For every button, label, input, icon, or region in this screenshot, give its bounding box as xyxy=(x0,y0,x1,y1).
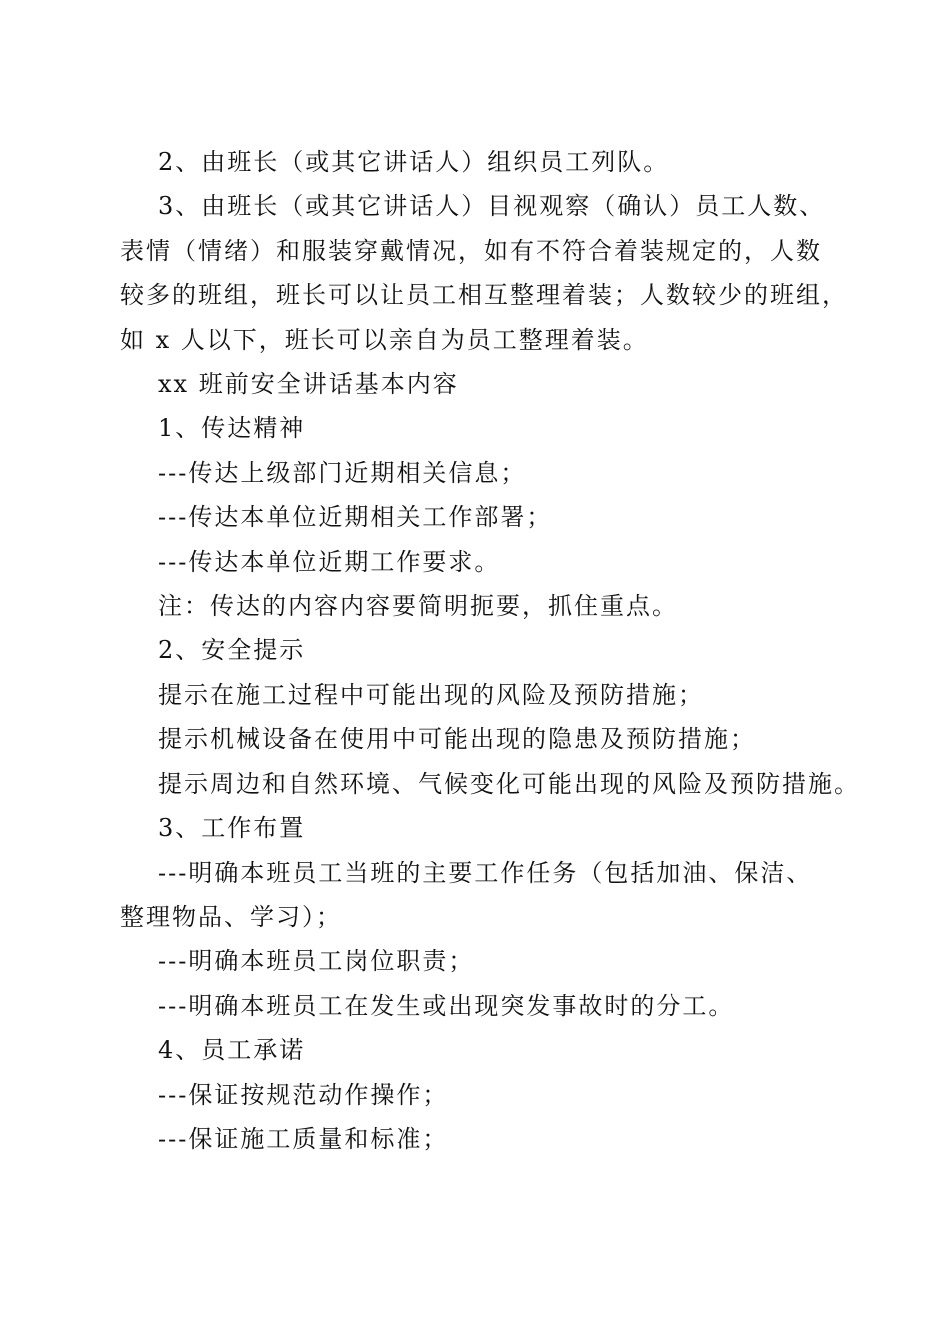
paragraph-line-up: 2、由班长（或其它讲话人）组织员工列队。 xyxy=(158,148,670,176)
item-heading-3: 3、工作布置 xyxy=(158,814,306,843)
note-line: 注：传达的内容内容要简明扼要，抓住重点。 xyxy=(158,592,678,621)
item-heading-4: 4、员工承诺 xyxy=(158,1036,306,1065)
list-item: ---传达上级部门近期相关信息； xyxy=(158,458,527,487)
list-item: 提示周边和自然环境、气候变化可能出现的风险及预防措施。 xyxy=(158,769,860,798)
document-body xyxy=(120,140,860,1161)
list-item: ---明确本班员工在发生或出现突发事故时的分工。 xyxy=(158,991,735,1020)
item-heading-1: 1、传达精神 xyxy=(158,414,306,443)
list-item: ---传达本单位近期相关工作部署； xyxy=(158,503,553,532)
list-item: ---明确本班员工岗位职责； xyxy=(158,947,475,976)
section-heading: xx 班前安全讲话基本内容 xyxy=(158,370,459,399)
list-item: 提示机械设备在使用中可能出现的隐患及预防措施； xyxy=(158,725,756,754)
list-item: ---传达本单位近期工作要求。 xyxy=(158,547,501,576)
paragraph-inspection-line-3: 较多的班组，班长可以让员工相互整理着装；人数较少的班组， xyxy=(120,281,848,310)
item-heading-2: 2、安全提示 xyxy=(158,636,306,665)
paragraph-inspection-line-1: 3、由班长（或其它讲话人）目视观察（确认）员工人数、 xyxy=(158,192,826,221)
list-item: 提示在施工过程中可能出现的风险及预防措施； xyxy=(158,680,704,709)
list-item: ---保证施工质量和标准； xyxy=(158,1124,449,1153)
paragraph-inspection-line-4: 如 x 人以下，班长可以亲自为员工整理着装。 xyxy=(120,325,649,354)
paragraph-inspection-line-2: 表情（情绪）和服装穿戴情况，如有不符合着装规定的，人数 xyxy=(120,236,822,265)
list-item: ---明确本班员工当班的主要工作任务（包括加油、保洁、 xyxy=(158,858,813,887)
list-item: ---保证按规范动作操作； xyxy=(158,1080,449,1109)
list-item-continuation: 整理物品、学习）； xyxy=(120,902,342,931)
